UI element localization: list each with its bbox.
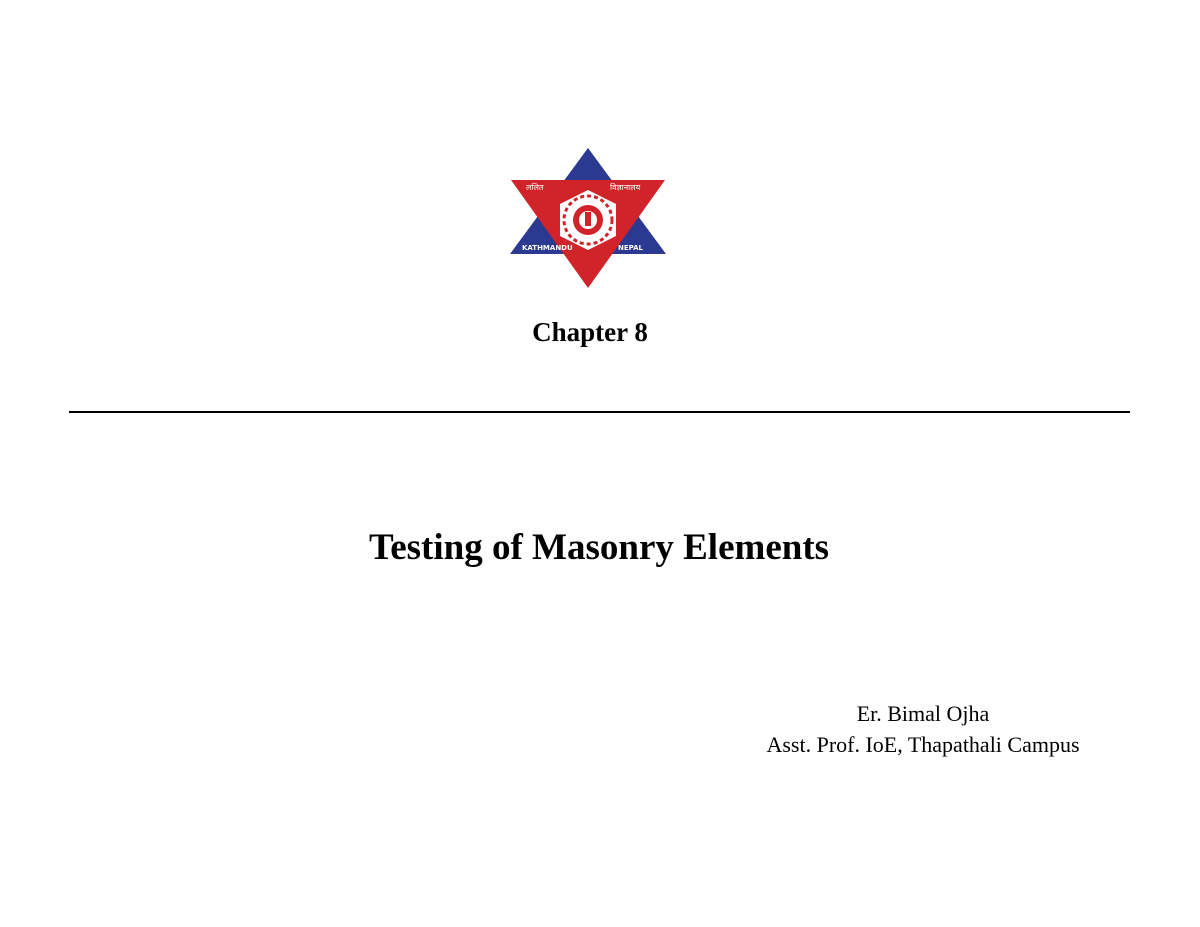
svg-text:ललित: ललित bbox=[526, 183, 544, 192]
divider bbox=[69, 411, 1130, 413]
institute-logo bbox=[508, 146, 668, 290]
document-title: Testing of Masonry Elements bbox=[368, 527, 830, 568]
svg-text:विज्ञानालय: विज्ञानालय bbox=[610, 183, 641, 192]
author-affiliation: Asst. Prof. IoE, Thapathali Campus bbox=[766, 732, 1080, 757]
author-name: Er. Bimal Ojha bbox=[856, 701, 990, 726]
author-block bbox=[700, 698, 1146, 760]
logo-inscription-right: NEPAL bbox=[618, 244, 644, 252]
logo-inscription-left: KATHMANDU bbox=[522, 244, 573, 252]
chapter-label: Chapter 8 bbox=[532, 317, 648, 347]
